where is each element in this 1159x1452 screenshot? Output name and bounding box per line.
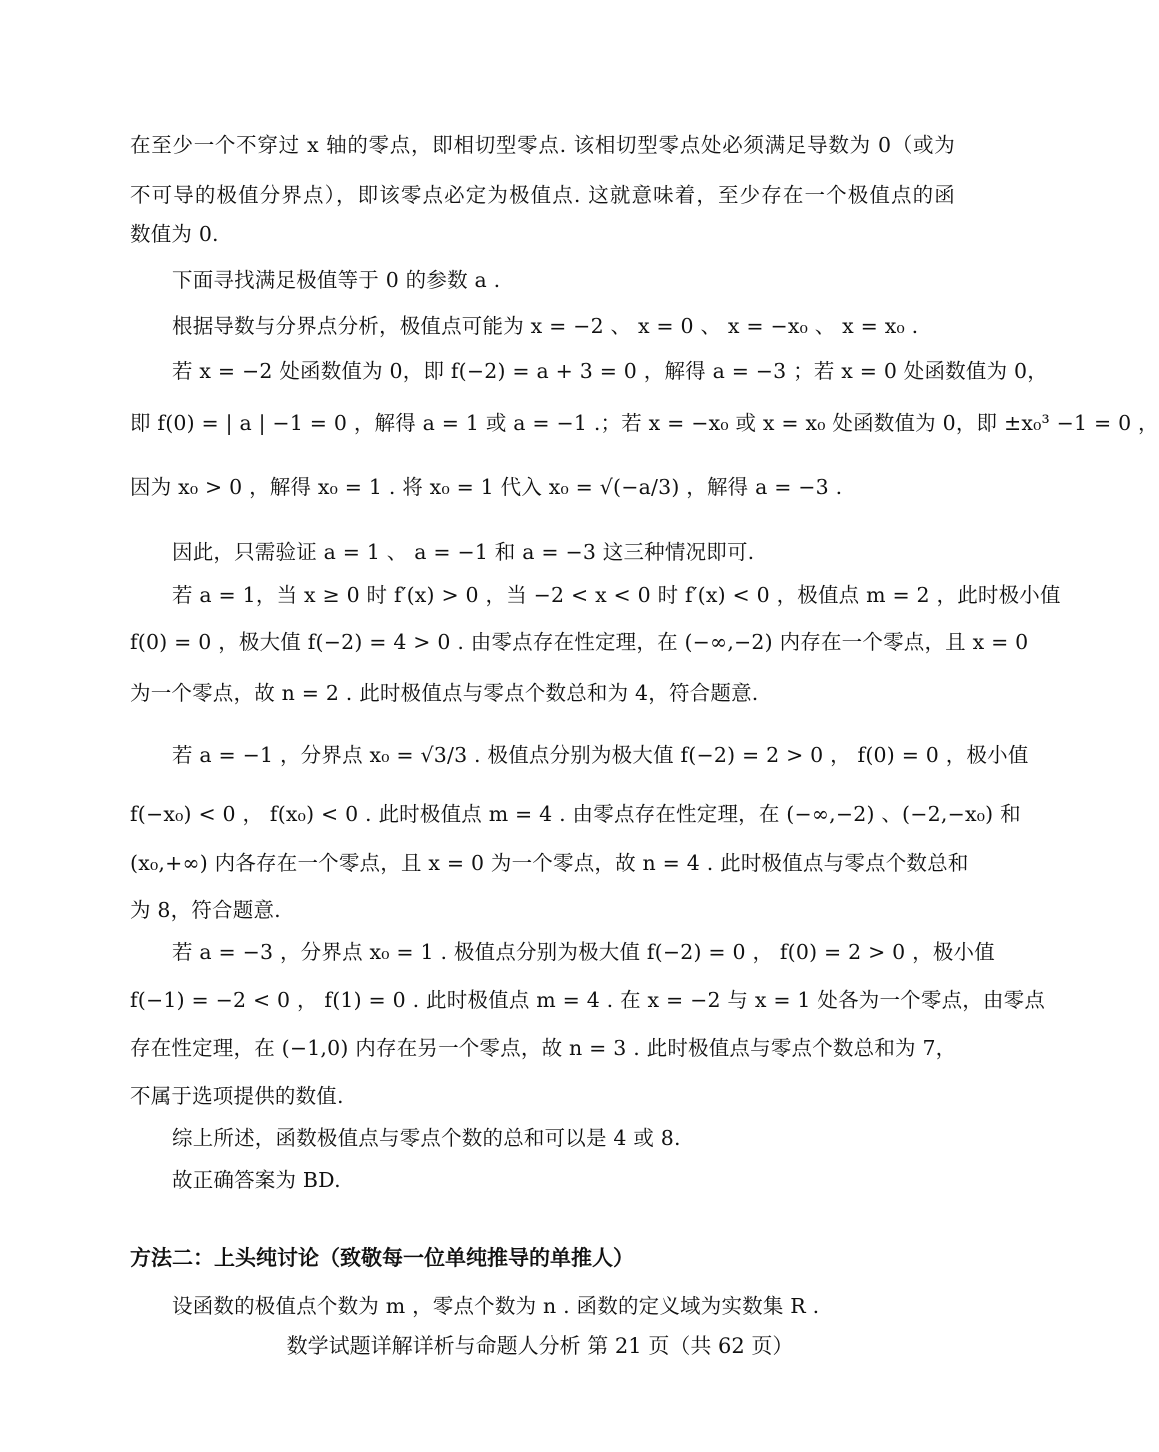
paragraph-line: 根据导数与分界点分析，极值点可能为 x = −2 、 x = 0 、 x = −x₀ 、 x = x₀ . xyxy=(172,314,919,338)
paragraph-line: 不可导的极值分界点），即该零点必定为极值点. 这就意味着，至少存在一个极值点的函 xyxy=(130,183,955,207)
paragraph-line: 若 a = −3 ，分界点 x₀ = 1 . 极值点分别为极大值 f(−2) = 0 ， f(0) = 2 > 0 ，极小值 xyxy=(172,940,995,964)
paragraph-line: 若 a = 1，当 x ≥ 0 时 f′(x) > 0 ，当 −2 < x < 0 时 f′(x) < 0 ，极值点 m = 2 ，此时极小值 xyxy=(172,583,1061,607)
section-heading: 方法二：上头纯讨论（致敬每一位单纯推导的单推人） xyxy=(130,1246,634,1270)
paragraph-line: 即 f(0) = | a | −1 = 0 ，解得 a = 1 或 a = −1 .；若 x = −x₀ 或 x = x₀ 处函数值为 0，即 ±x₀³ −1 = 0 ， xyxy=(130,411,1159,435)
paragraph-line: 故正确答案为 BD. xyxy=(172,1168,341,1192)
paragraph-line: f(−x₀) < 0 ， f(x₀) < 0 . 此时极值点 m = 4 . 由零点存在性定理，在 (−∞,−2) 、(−2,−x₀) 和 xyxy=(130,802,1021,826)
paragraph-line: 数值为 0. xyxy=(130,222,219,246)
page-footer: 数学试题详解详析与命题人分析 第 21 页（共 62 页） xyxy=(286,1334,794,1358)
paragraph-line: 为一个零点，故 n = 2 . 此时极值点与零点个数总和为 4，符合题意. xyxy=(130,681,759,705)
paragraph-line: 存在性定理，在 (−1,0) 内存在另一个零点，故 n = 3 . 此时极值点与零点个数总和为 7， xyxy=(130,1036,957,1060)
paragraph-line: 下面寻找满足极值等于 0 的参数 a . xyxy=(172,268,501,292)
paragraph-line: 因为 x₀ > 0 ，解得 x₀ = 1 . 将 x₀ = 1 代入 x₀ = √(−a/3) ，解得 a = −3 . xyxy=(130,475,843,499)
paragraph-line: 在至少一个不穿过 x 轴的零点，即相切型零点. 该相切型零点处必须满足导数为 0（或为 xyxy=(130,133,955,157)
paragraph-line: (x₀,+∞) 内各存在一个零点，且 x = 0 为一个零点，故 n = 4 . 此时极值点与零点个数总和 xyxy=(130,851,969,875)
paragraph-line: 若 a = −1 ，分界点 x₀ = √3/3 . 极值点分别为极大值 f(−2) = 2 > 0 ， f(0) = 0 ，极小值 xyxy=(172,743,1029,767)
paragraph-line: 为 8，符合题意. xyxy=(130,898,281,922)
paragraph-line: f(0) = 0 ，极大值 f(−2) = 4 > 0 . 由零点存在性定理，在 (−∞,−2) 内存在一个零点，且 x = 0 xyxy=(130,630,1029,654)
paragraph-line: f(−1) = −2 < 0 ， f(1) = 0 . 此时极值点 m = 4 . 在 x = −2 与 x = 1 处各为一个零点，由零点 xyxy=(130,988,1046,1012)
paragraph-line: 设函数的极值点个数为 m ，零点个数为 n . 函数的定义域为实数集 R . xyxy=(172,1294,820,1318)
paragraph-line: 若 x = −2 处函数值为 0，即 f(−2) = a + 3 = 0 ，解得 a = −3 ；若 x = 0 处函数值为 0， xyxy=(172,359,1048,383)
paragraph-line: 不属于选项提供的数值. xyxy=(130,1084,344,1108)
paragraph-line: 综上所述，函数极值点与零点个数的总和可以是 4 或 8. xyxy=(172,1126,681,1150)
paragraph-line: 因此，只需验证 a = 1 、 a = −1 和 a = −3 这三种情况即可. xyxy=(172,540,755,564)
